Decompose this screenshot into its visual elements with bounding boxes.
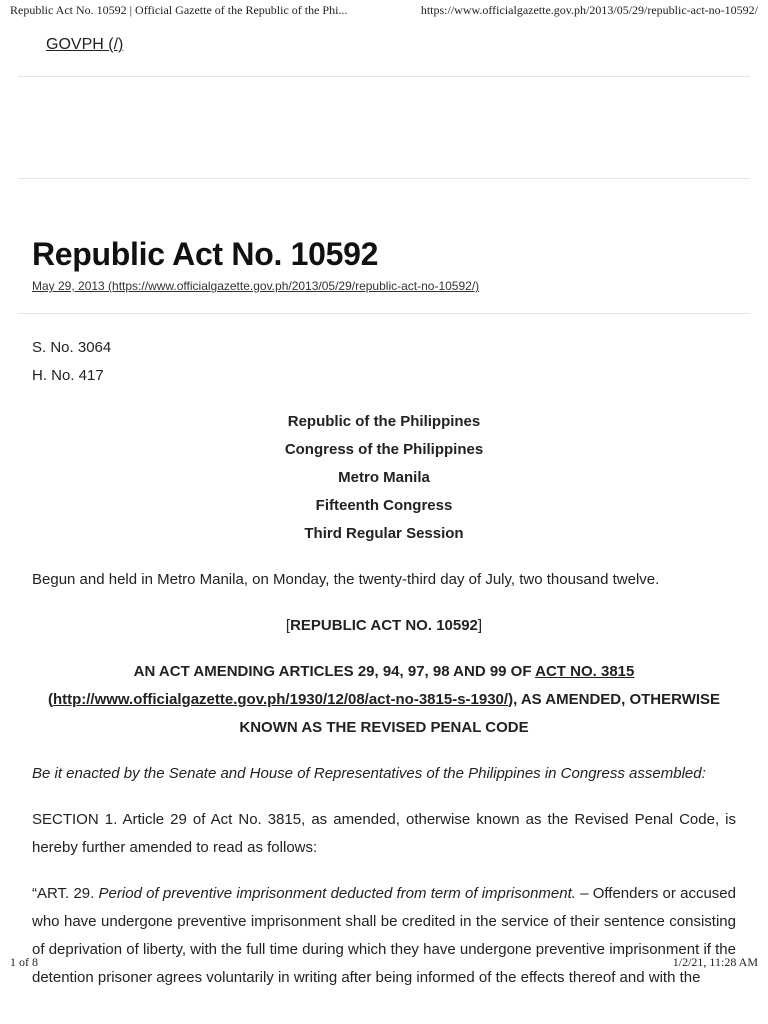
print-timestamp: 1/2/21, 11:28 AM	[672, 955, 758, 969]
date-permalink[interactable]: May 29, 2013 (https://www.officialgazette.gov.ph/2013/05/29/republic-act-no-10592/)	[32, 279, 480, 293]
art29-prefix: “ART. 29.	[32, 885, 99, 902]
act-3815-url-link[interactable]: http://www.officialgazette.gov.ph/1930/12/08/act-no-3815-s-1930/	[52, 691, 509, 708]
print-footer	[10, 955, 758, 971]
header-line: Third Regular Session	[304, 525, 464, 542]
begun-statement: Begun and held in Metro Manila, on Monday, the twenty-third day of July, two thousand twelve.	[32, 571, 660, 588]
print-header	[10, 3, 758, 19]
act-number: REPUBLIC ACT NO. 10592	[290, 617, 478, 634]
divider	[18, 178, 750, 179]
header-line: Fifteenth Congress	[315, 497, 453, 514]
act-3815-link[interactable]: ACT NO. 3815	[535, 663, 635, 680]
art29-text: – Offenders or accused who have undergone preventive imprisonment shall be credited in the service of their sentence consisting of deprivation of liberty, with the full time during which they have undergone preventive imprisonment if the detention prisoner agrees voluntarily in writing after being informed of the effects thereof and with the	[32, 885, 736, 986]
divider	[18, 76, 750, 77]
art29-heading: Period of preventive imprisonment deducted from term of imprisonment.	[98, 885, 576, 902]
govph-link[interactable]: GOVPH (/)	[46, 36, 124, 53]
bracket-open: [	[285, 617, 291, 634]
act-number-line	[32, 612, 736, 640]
print-header-title: Republic Act No. 10592 | Official Gazette of the Republic of the Phi...	[10, 3, 348, 17]
section-1: SECTION 1. Article 29 of Act No. 3815, as amended, otherwise known as the Revised Penal Code, is hereby further amended to read as follows:	[32, 811, 736, 856]
page-counter: 1 of 8	[10, 955, 38, 969]
senate-bill-number: S. No. 3064	[32, 339, 112, 356]
act-title-part1: AN ACT AMENDING ARTICLES 29, 94, 97, 98 AND 99 OF	[133, 663, 536, 680]
header-line: Metro Manila	[338, 469, 430, 486]
header-line: Republic of the Philippines	[287, 413, 481, 430]
enacting-clause: Be it enacted by the Senate and House of Representatives of the Philippines in Congress assembled:	[32, 765, 706, 782]
act-title-paren: (	[47, 691, 53, 708]
bracket-close: ]	[477, 617, 483, 634]
article-29	[32, 880, 736, 992]
print-header-url: https://www.officialgazette.gov.ph/2013/05/29/republic-act-no-10592/	[420, 3, 758, 17]
act-title-part2: ), AS AMENDED, OTHERWISE KNOWN AS THE REVISED PENAL CODE	[239, 691, 721, 736]
divider	[18, 313, 750, 314]
house-bill-number: H. No. 417	[32, 367, 104, 384]
page-title: Republic Act No. 10592	[32, 236, 379, 272]
article-body	[32, 334, 736, 992]
act-title	[32, 658, 736, 742]
header-line: Congress of the Philippines	[284, 441, 484, 458]
